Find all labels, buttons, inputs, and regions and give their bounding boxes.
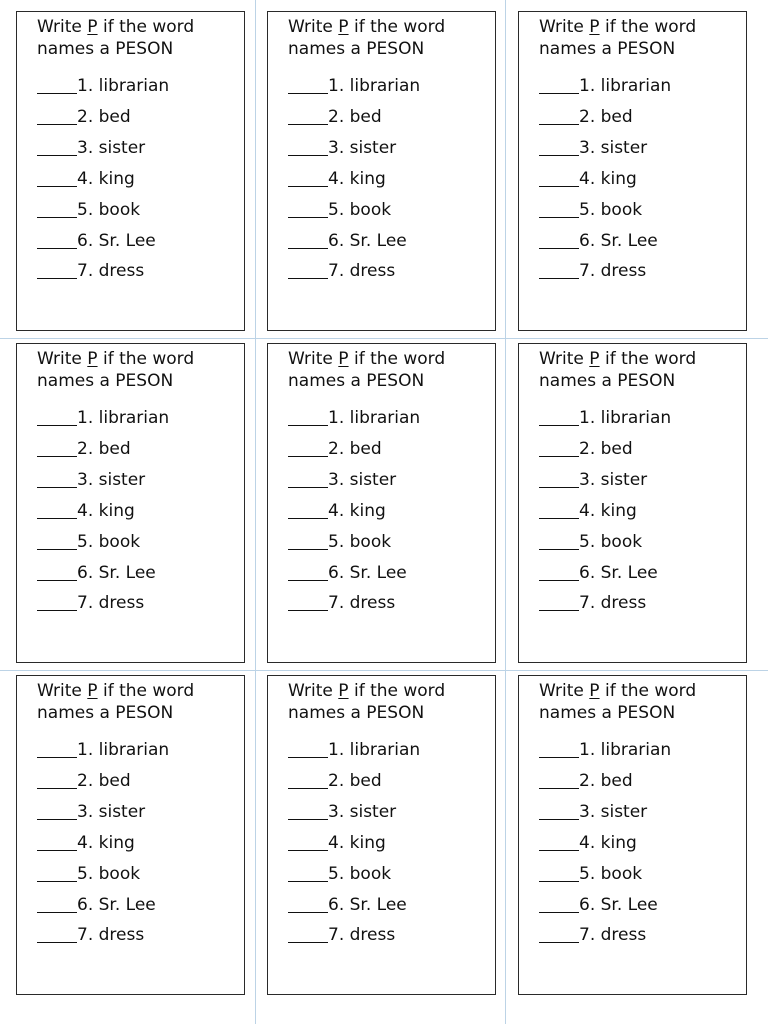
card-instruction — [288, 348, 445, 392]
item-label: 1. librarian — [579, 76, 672, 96]
item-label: 4. king — [579, 500, 637, 521]
item-label: 5. book — [77, 531, 141, 552]
answer-blank[interactable] — [539, 927, 579, 943]
list-item — [37, 863, 140, 885]
list-item — [288, 469, 396, 491]
item-label: 2. bed — [579, 438, 633, 459]
item-label: 2. bed — [77, 438, 131, 459]
list-item — [37, 924, 144, 946]
answer-blank[interactable] — [37, 140, 77, 156]
instruction-letter: P — [87, 17, 98, 37]
answer-blank[interactable] — [288, 565, 328, 581]
list-item — [288, 438, 382, 460]
answer-blank[interactable] — [539, 866, 579, 882]
card-instruction — [288, 16, 445, 60]
cut-guide-horizontal — [0, 338, 768, 339]
list-item — [539, 407, 671, 429]
item-label: 6. Sr. Lee — [579, 562, 658, 583]
item-label: 2. bed — [328, 106, 382, 127]
item-label: 5. book — [328, 531, 392, 552]
worksheet-card — [518, 11, 747, 331]
list-item — [37, 562, 156, 584]
answer-blank[interactable] — [539, 897, 579, 913]
item-label: 3. sister — [77, 137, 146, 158]
instruction-letter: P — [338, 17, 349, 37]
answer-blank[interactable] — [539, 171, 579, 187]
list-item — [539, 592, 646, 614]
list-item — [539, 894, 658, 916]
item-label: 6. Sr. Lee — [77, 894, 156, 915]
item-label: 7. dress — [579, 925, 647, 946]
answer-blank[interactable] — [539, 441, 579, 457]
instruction-suffix: if the word — [97, 349, 195, 369]
answer-blank[interactable] — [37, 472, 77, 488]
answer-blank[interactable] — [37, 441, 77, 457]
instruction-line2: names a PESON — [539, 39, 676, 59]
answer-blank[interactable] — [539, 742, 579, 758]
item-label: 7. dress — [77, 925, 145, 946]
worksheet-card — [16, 11, 245, 331]
answer-blank[interactable] — [288, 503, 328, 519]
list-item — [288, 832, 386, 854]
answer-blank[interactable] — [37, 202, 77, 218]
instruction-suffix: if the word — [348, 349, 446, 369]
list-item — [288, 739, 420, 761]
item-label: 4. king — [328, 168, 386, 189]
list-item — [37, 106, 131, 128]
answer-blank[interactable] — [539, 835, 579, 851]
item-label: 3. sister — [579, 469, 648, 490]
item-label: 2. bed — [328, 770, 382, 791]
item-label: 1. librarian — [579, 740, 672, 760]
answer-blank[interactable] — [539, 140, 579, 156]
item-label: 6. Sr. Lee — [328, 562, 407, 583]
item-label: 6. Sr. Lee — [77, 562, 156, 583]
item-label: 5. book — [77, 199, 141, 220]
item-label: 4. king — [77, 500, 135, 521]
list-item — [539, 500, 637, 522]
answer-blank[interactable] — [37, 595, 77, 611]
card-instruction — [539, 348, 696, 392]
item-label: 2. bed — [328, 438, 382, 459]
answer-blank[interactable] — [288, 472, 328, 488]
item-label: 1. librarian — [77, 76, 170, 96]
list-item — [539, 863, 642, 885]
card-instruction — [37, 348, 194, 392]
answer-blank[interactable] — [37, 233, 77, 249]
answer-blank[interactable] — [539, 109, 579, 125]
list-item — [37, 531, 140, 553]
answer-blank[interactable] — [37, 78, 77, 94]
answer-blank[interactable] — [288, 835, 328, 851]
answer-blank[interactable] — [288, 410, 328, 426]
list-item — [37, 801, 145, 823]
item-label: 7. dress — [328, 925, 396, 946]
instruction-line2: names a PESON — [288, 703, 425, 723]
card-instruction — [288, 680, 445, 724]
item-label: 5. book — [77, 863, 141, 884]
item-label: 5. book — [579, 199, 643, 220]
list-item — [37, 75, 169, 97]
answer-blank[interactable] — [539, 503, 579, 519]
item-label: 4. king — [579, 168, 637, 189]
list-item — [288, 770, 382, 792]
item-label: 6. Sr. Lee — [579, 894, 658, 915]
item-label: 5. book — [579, 863, 643, 884]
answer-blank[interactable] — [288, 263, 328, 279]
instruction-line2: names a PESON — [37, 39, 174, 59]
answer-blank[interactable] — [539, 595, 579, 611]
list-item — [539, 469, 647, 491]
card-instruction — [539, 680, 696, 724]
instruction-letter: P — [338, 349, 349, 369]
list-item — [539, 739, 671, 761]
cut-guide-horizontal — [0, 670, 768, 671]
answer-blank[interactable] — [37, 866, 77, 882]
answer-blank[interactable] — [288, 202, 328, 218]
list-item — [539, 230, 658, 252]
item-label: 7. dress — [579, 593, 647, 614]
cut-guide-vertical — [255, 0, 256, 1024]
list-item — [37, 592, 144, 614]
item-label: 1. librarian — [328, 408, 421, 428]
list-item — [37, 137, 145, 159]
answer-blank[interactable] — [37, 109, 77, 125]
item-label: 1. librarian — [77, 408, 170, 428]
answer-blank[interactable] — [539, 472, 579, 488]
answer-blank[interactable] — [37, 503, 77, 519]
instruction-suffix: if the word — [348, 17, 446, 37]
answer-blank[interactable] — [37, 263, 77, 279]
list-item — [288, 531, 391, 553]
answer-blank[interactable] — [37, 534, 77, 550]
answer-blank[interactable] — [539, 534, 579, 550]
card-instruction — [37, 16, 194, 60]
list-item — [288, 407, 420, 429]
item-label: 3. sister — [328, 137, 397, 158]
item-label: 3. sister — [328, 801, 397, 822]
answer-blank[interactable] — [539, 773, 579, 789]
instruction-line2: names a PESON — [539, 371, 676, 391]
instruction-prefix: Write — [539, 349, 590, 369]
answer-blank[interactable] — [539, 202, 579, 218]
instruction-suffix: if the word — [348, 681, 446, 701]
item-label: 6. Sr. Lee — [77, 230, 156, 251]
instruction-suffix: if the word — [599, 17, 697, 37]
instruction-prefix: Write — [539, 17, 590, 37]
answer-blank[interactable] — [288, 78, 328, 94]
instruction-letter: P — [338, 681, 349, 701]
instruction-suffix: if the word — [599, 681, 697, 701]
item-label: 4. king — [579, 832, 637, 853]
item-label: 7. dress — [77, 261, 145, 282]
instruction-line2: names a PESON — [539, 703, 676, 723]
item-label: 2. bed — [579, 770, 633, 791]
instruction-prefix: Write — [37, 681, 88, 701]
answer-blank[interactable] — [37, 773, 77, 789]
list-item — [539, 924, 646, 946]
item-label: 5. book — [579, 531, 643, 552]
item-label: 2. bed — [77, 770, 131, 791]
answer-blank[interactable] — [37, 835, 77, 851]
item-label: 2. bed — [77, 106, 131, 127]
item-label: 5. book — [328, 199, 392, 220]
instruction-prefix: Write — [288, 17, 339, 37]
list-item — [288, 137, 396, 159]
item-label: 3. sister — [77, 469, 146, 490]
list-item — [539, 260, 646, 282]
list-item — [288, 863, 391, 885]
answer-blank[interactable] — [539, 233, 579, 249]
list-item — [37, 739, 169, 761]
item-label: 1. librarian — [579, 408, 672, 428]
item-label: 1. librarian — [328, 76, 421, 96]
answer-blank[interactable] — [539, 263, 579, 279]
answer-blank[interactable] — [37, 927, 77, 943]
list-item — [539, 801, 647, 823]
list-item — [288, 801, 396, 823]
instruction-prefix: Write — [288, 681, 339, 701]
answer-blank[interactable] — [288, 441, 328, 457]
item-label: 4. king — [77, 832, 135, 853]
list-item — [539, 75, 671, 97]
cut-guide-vertical — [505, 0, 506, 1024]
item-label: 7. dress — [328, 593, 396, 614]
list-item — [37, 230, 156, 252]
list-item — [37, 168, 135, 190]
answer-blank[interactable] — [288, 233, 328, 249]
list-item — [37, 407, 169, 429]
list-item — [37, 438, 131, 460]
item-label: 3. sister — [579, 137, 648, 158]
item-label: 3. sister — [77, 801, 146, 822]
answer-blank[interactable] — [288, 927, 328, 943]
worksheet-card — [518, 675, 747, 995]
list-item — [539, 168, 637, 190]
item-label: 3. sister — [579, 801, 648, 822]
list-item — [37, 469, 145, 491]
answer-blank[interactable] — [37, 565, 77, 581]
answer-blank[interactable] — [37, 410, 77, 426]
list-item — [539, 562, 658, 584]
item-label: 4. king — [328, 500, 386, 521]
answer-blank[interactable] — [288, 595, 328, 611]
item-label: 7. dress — [77, 593, 145, 614]
instruction-prefix: Write — [539, 681, 590, 701]
card-instruction — [539, 16, 696, 60]
list-item — [539, 199, 642, 221]
item-label: 6. Sr. Lee — [328, 894, 407, 915]
instruction-prefix: Write — [37, 17, 88, 37]
answer-blank[interactable] — [539, 410, 579, 426]
answer-blank[interactable] — [288, 109, 328, 125]
item-label: 2. bed — [579, 106, 633, 127]
list-item — [288, 75, 420, 97]
answer-blank[interactable] — [37, 897, 77, 913]
instruction-line2: names a PESON — [288, 39, 425, 59]
answer-blank[interactable] — [288, 773, 328, 789]
worksheet-card — [16, 343, 245, 663]
answer-blank[interactable] — [288, 534, 328, 550]
answer-blank[interactable] — [37, 804, 77, 820]
item-label: 7. dress — [579, 261, 647, 282]
list-item — [37, 832, 135, 854]
list-item — [288, 168, 386, 190]
worksheet-card — [267, 343, 496, 663]
instruction-letter: P — [589, 349, 600, 369]
instruction-suffix: if the word — [599, 349, 697, 369]
item-label: 7. dress — [328, 261, 396, 282]
answer-blank[interactable] — [288, 742, 328, 758]
instruction-line2: names a PESON — [37, 371, 174, 391]
card-instruction — [37, 680, 194, 724]
list-item — [288, 230, 407, 252]
answer-blank[interactable] — [288, 140, 328, 156]
instruction-line2: names a PESON — [288, 371, 425, 391]
instruction-suffix: if the word — [97, 17, 195, 37]
answer-blank[interactable] — [37, 742, 77, 758]
instruction-prefix: Write — [288, 349, 339, 369]
list-item — [539, 438, 633, 460]
list-item — [539, 531, 642, 553]
list-item — [37, 770, 131, 792]
list-item — [539, 770, 633, 792]
answer-blank[interactable] — [37, 171, 77, 187]
item-label: 6. Sr. Lee — [328, 230, 407, 251]
instruction-prefix: Write — [37, 349, 88, 369]
list-item — [288, 199, 391, 221]
list-item — [288, 500, 386, 522]
instruction-letter: P — [87, 349, 98, 369]
answer-blank[interactable] — [288, 897, 328, 913]
item-label: 5. book — [328, 863, 392, 884]
item-label: 1. librarian — [328, 740, 421, 760]
list-item — [539, 106, 633, 128]
list-item — [288, 894, 407, 916]
item-label: 6. Sr. Lee — [579, 230, 658, 251]
worksheet-card — [518, 343, 747, 663]
instruction-line2: names a PESON — [37, 703, 174, 723]
list-item — [37, 260, 144, 282]
list-item — [539, 832, 637, 854]
list-item — [288, 106, 382, 128]
instruction-suffix: if the word — [97, 681, 195, 701]
list-item — [288, 562, 407, 584]
instruction-letter: P — [589, 681, 600, 701]
answer-blank[interactable] — [288, 171, 328, 187]
item-label: 4. king — [328, 832, 386, 853]
instruction-letter: P — [87, 681, 98, 701]
worksheet-card — [16, 675, 245, 995]
answer-blank[interactable] — [539, 78, 579, 94]
list-item — [288, 924, 395, 946]
answer-blank[interactable] — [539, 565, 579, 581]
item-label: 4. king — [77, 168, 135, 189]
list-item — [37, 500, 135, 522]
item-label: 3. sister — [328, 469, 397, 490]
answer-blank[interactable] — [288, 866, 328, 882]
item-label: 1. librarian — [77, 740, 170, 760]
answer-blank[interactable] — [288, 804, 328, 820]
list-item — [288, 260, 395, 282]
list-item — [37, 894, 156, 916]
list-item — [539, 137, 647, 159]
list-item — [37, 199, 140, 221]
list-item — [288, 592, 395, 614]
instruction-letter: P — [589, 17, 600, 37]
answer-blank[interactable] — [539, 804, 579, 820]
worksheet-card — [267, 11, 496, 331]
worksheet-card — [267, 675, 496, 995]
